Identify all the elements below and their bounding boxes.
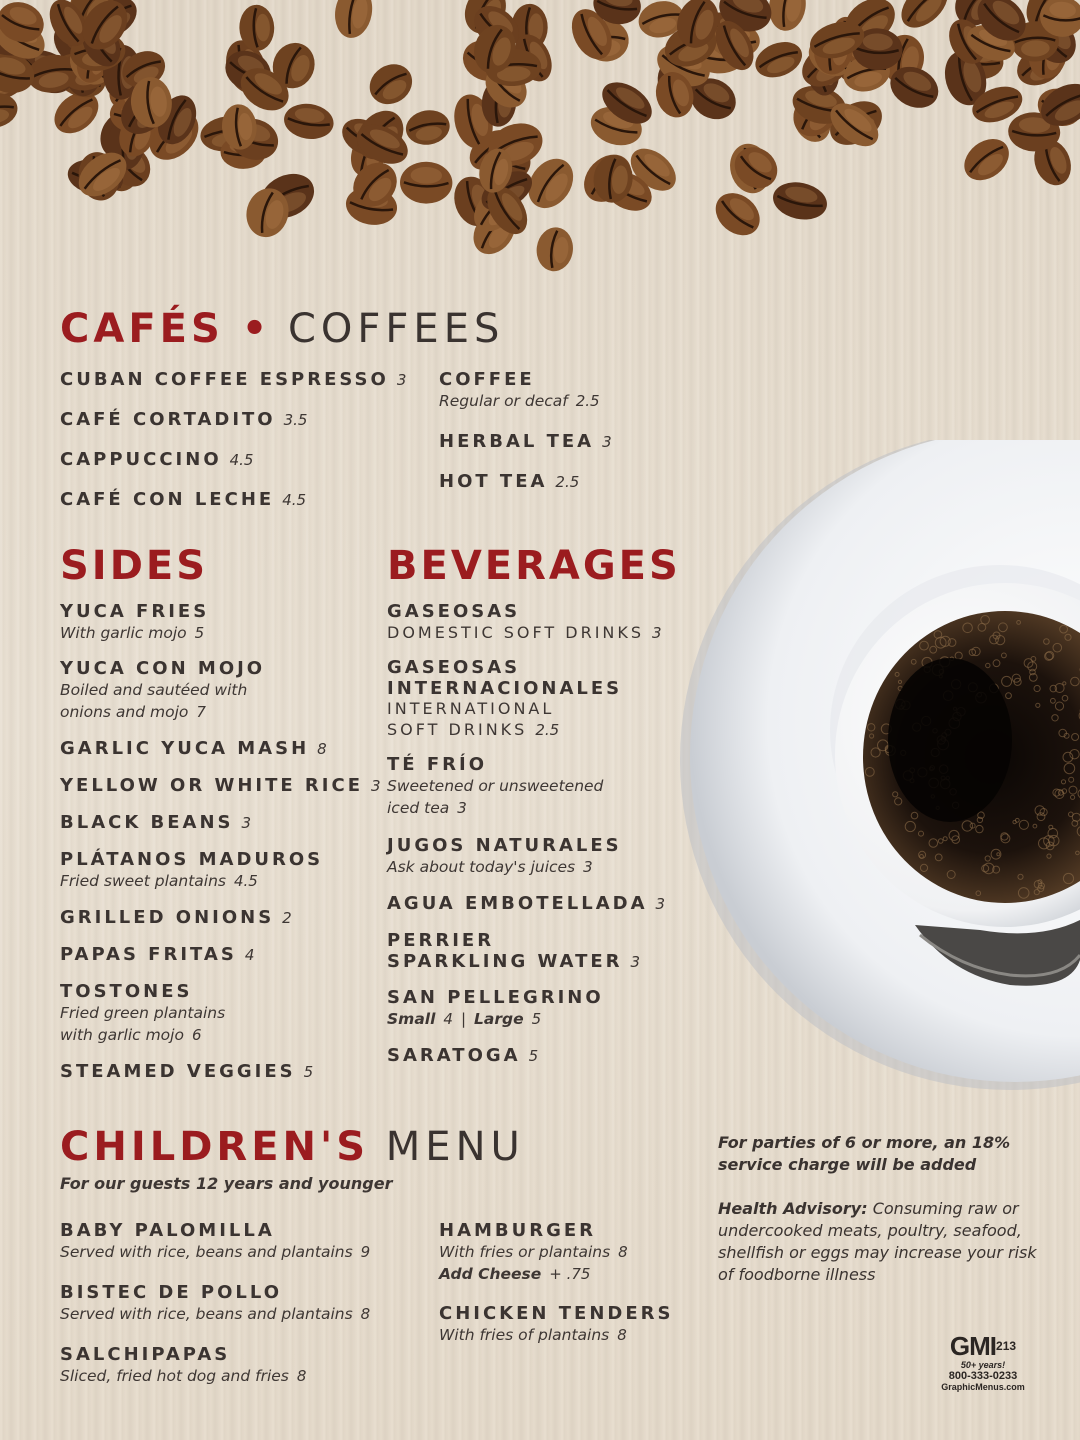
menu-item: BISTEC DE POLLO Served with rice, beans and plantains 8 — [60, 1282, 371, 1323]
coffees-heading-light: COFFEES — [287, 306, 505, 352]
health-advisory: Health Advisory: Consuming raw or undercooked meats, poultry, seafood, shellfish or eggs may increase your risk of foodborne illness — [718, 1199, 1037, 1284]
menu-item: BABY PALOMILLA Served with rice, beans and plantains 9 — [60, 1220, 371, 1261]
menu-item: YUCA FRIES With garlic mojo 5 — [60, 601, 210, 642]
beverages-heading: BEVERAGES — [387, 543, 681, 589]
menu-item: YELLOW OR WHITE RICE 3 — [60, 775, 381, 796]
coffee-beans-image — [0, 0, 1080, 300]
coffee-cup-image — [680, 440, 1080, 1100]
menu-item: PLÁTANOS MADUROS Fried sweet plantains 4.5 — [60, 849, 324, 890]
children-right-column — [439, 1220, 673, 1365]
menu-item: STEAMED VEGGIES 5 — [60, 1061, 314, 1082]
beverages-column — [387, 601, 665, 1082]
menu-item: TOSTONES Fried green plantains with garlic mojo 6 — [60, 981, 226, 1044]
menu-notes — [718, 1132, 1048, 1308]
menu-item: TÉ FRÍO Sweetened or unsweetened iced tea 3 — [387, 754, 604, 817]
menu-item: HOT TEA 2.5 — [439, 471, 580, 492]
menu-item: CAFÉ CON LECHE 4.5 — [60, 489, 307, 510]
children-subtitle: For our guests 12 years and younger — [60, 1174, 393, 1193]
menu-item: CHICKEN TENDERS With fries of plantains 8 — [439, 1303, 674, 1344]
menu-item: GASEOSAS DOMESTIC SOFT DRINKS 3 — [387, 601, 662, 642]
coffees-heading-bold: CAFÉS • — [60, 306, 272, 352]
children-left-column — [60, 1220, 370, 1406]
menu-item: CAPPUCCINO 4.5 — [60, 449, 254, 470]
children-heading-light: MENU — [385, 1124, 525, 1170]
menu-item: SARATOGA 5 — [387, 1045, 539, 1066]
menu-item: PAPAS FRITAS 4 — [60, 944, 255, 965]
menu-item: GRILLED ONIONS 2 — [60, 907, 292, 928]
children-heading — [60, 1124, 525, 1170]
menu-item: BLACK BEANS 3 — [60, 812, 252, 833]
menu-item: SAN PELLEGRINO Small 4 | Large 5 — [387, 987, 604, 1028]
menu-item: GARLIC YUCA MASH 8 — [60, 738, 327, 759]
menu-item: HAMBURGER With fries or plantains 8 Add Cheese + .75 — [439, 1220, 628, 1283]
menu-item: CUBAN COFFEE ESPRESSO 3 — [60, 369, 407, 390]
coffees-heading — [60, 306, 504, 352]
sides-heading: SIDES — [60, 543, 209, 589]
menu-item: HERBAL TEA 3 — [439, 431, 612, 452]
children-heading-bold: CHILDREN'S — [60, 1124, 370, 1170]
menu-item: JUGOS NATURALES Ask about today's juices 3 — [387, 835, 622, 876]
menu-item: AGUA EMBOTELLADA 3 — [387, 893, 666, 914]
coffees-right-column — [439, 369, 612, 511]
menu-item: YUCA CON MOJO Boiled and sautéed with onions and mojo 7 — [60, 658, 266, 721]
coffees-left-column — [60, 369, 406, 529]
menu-item: COFFEE Regular or decaf 2.5 — [439, 369, 600, 410]
menu-item: PERRIER SPARKLING WATER 3 — [387, 930, 641, 972]
menu-item: GASEOSAS INTERNACIONALES INTERNATIONAL SOFT DRINKS 2.5 — [387, 657, 623, 739]
gmi-logo: GMI$^{213}$ 50+ years! 800-333-0233 GraphicMenus.com — [941, 1331, 1025, 1392]
menu-item: SALCHIPAPAS Sliced, fried hot dog and fries 8 — [60, 1344, 307, 1385]
sides-column — [60, 601, 381, 1098]
service-charge-note: For parties of 6 or more, an 18% service charge will be added — [718, 1133, 1011, 1174]
menu-item: CAFÉ CORTADITO 3.5 — [60, 409, 308, 430]
